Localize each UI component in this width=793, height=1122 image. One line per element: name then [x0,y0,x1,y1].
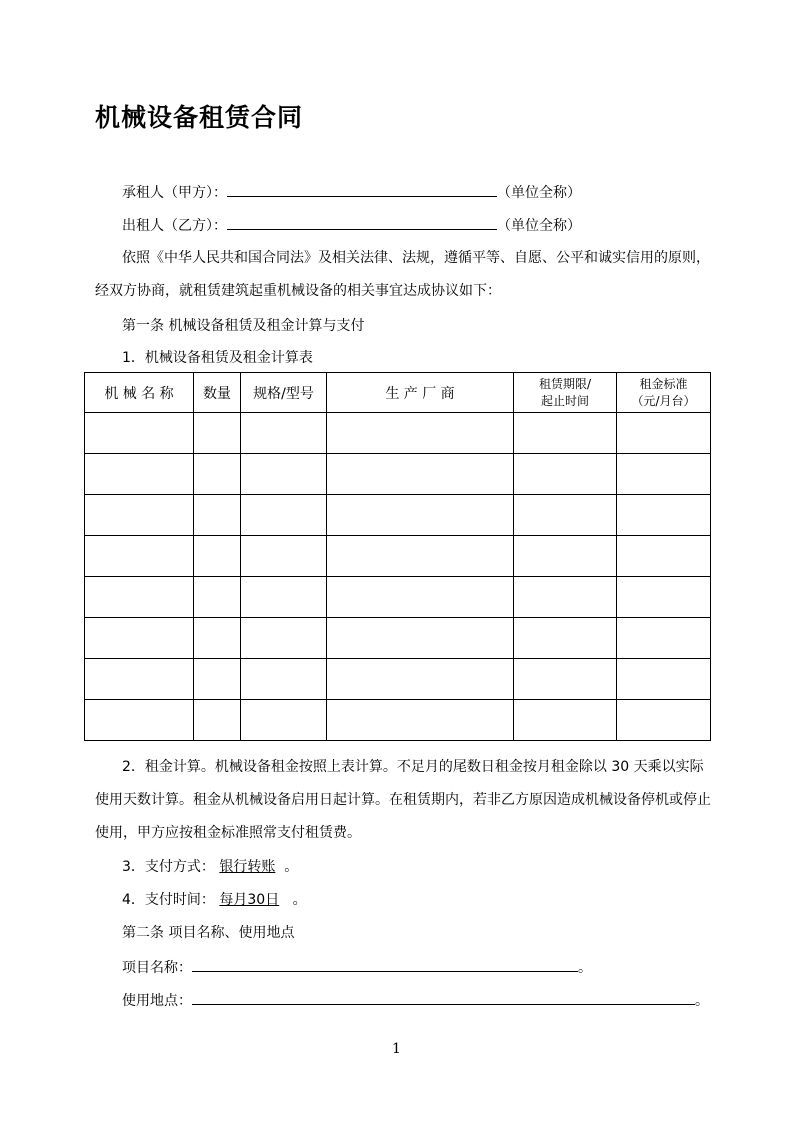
table-cell[interactable] [85,618,194,659]
document-title: 机械设备租赁合同 [95,103,304,132]
lessor-field[interactable] [227,215,497,230]
table-row [85,577,711,618]
table-row [85,454,711,495]
project-label: 项目名称： [122,960,192,976]
item3-line [122,857,298,877]
table-cell[interactable] [514,536,617,577]
table-cell[interactable] [327,413,514,454]
table-row [85,536,711,577]
table-cell[interactable] [514,577,617,618]
item4-label: 4．支付时间： [122,892,215,908]
table-cell[interactable] [327,700,514,741]
col-header-period-line2: 起止时间 [540,393,589,408]
project-line [122,957,592,978]
table-row [85,659,711,700]
table-cell[interactable] [194,577,241,618]
col-header-rate [617,373,711,413]
lessor-suffix: （单位全称） [497,218,581,234]
table-cell[interactable] [85,495,194,536]
table-cell[interactable] [194,618,241,659]
table-cell[interactable] [194,536,241,577]
table-cell[interactable] [327,536,514,577]
page-number: 1 [392,1041,401,1057]
table-cell[interactable] [194,495,241,536]
table-cell[interactable] [85,536,194,577]
table-cell[interactable] [514,618,617,659]
location-end: 。 [695,993,709,1009]
lease-table [84,372,711,741]
table-cell[interactable] [85,413,194,454]
table-cell[interactable] [327,618,514,659]
lessee-suffix: （单位全称） [497,185,581,201]
table-cell[interactable] [194,659,241,700]
table-cell[interactable] [241,700,327,741]
location-line [122,990,709,1011]
table-cell[interactable] [85,454,194,495]
intro-paragraph: 依照《中华人民共和国合同法》及相关法律、法规，遵循平等、自愿、公平和诚实信用的原则，经双方协商，就租赁建筑起重机械设备的相关事宜达成协议如下： [95,250,710,299]
item1-heading: 1．机械设备租赁及租金计算表 [122,350,313,366]
table-row [85,618,711,659]
table-cell[interactable] [241,659,327,700]
lessee-field[interactable] [227,182,497,197]
table-cell[interactable] [617,495,711,536]
project-field[interactable] [192,957,578,972]
table-cell[interactable] [194,413,241,454]
table-cell[interactable] [617,618,711,659]
table-cell[interactable] [85,700,194,741]
table-cell[interactable] [514,700,617,741]
table-cell[interactable] [194,700,241,741]
location-label: 使用地点： [122,993,192,1009]
table-cell[interactable] [241,577,327,618]
table-cell[interactable] [194,454,241,495]
col-header-maker: 生 产 厂 商 [327,373,514,413]
lessee-label: 承租人（甲方）： [122,185,227,201]
item4-line [122,890,307,910]
article1-heading: 第一条 机械设备租赁及租金计算与支付 [122,318,365,334]
table-cell[interactable] [327,495,514,536]
col-header-name: 机 械 名 称 [85,373,194,413]
table-cell[interactable] [241,454,327,495]
table-cell[interactable] [241,618,327,659]
table-cell[interactable] [514,659,617,700]
project-end: 。 [578,960,592,976]
item3-end: 。 [284,859,299,875]
col-header-spec: 规格/型号 [241,373,327,413]
table-cell[interactable] [85,577,194,618]
table-cell[interactable] [617,454,711,495]
table-cell[interactable] [514,454,617,495]
table-cell[interactable] [617,700,711,741]
table-cell[interactable] [327,659,514,700]
table-row [85,413,711,454]
table-row [85,700,711,741]
table-row [85,495,711,536]
payment-time-value[interactable]: 每月30日 [219,892,280,908]
article2-heading: 第二条 项目名称、使用地点 [122,925,295,941]
item3-label: 3．支付方式： [122,859,215,875]
col-header-rate-line1: 租金标准 [639,376,688,391]
table-cell[interactable] [617,577,711,618]
lessee-line [122,182,581,203]
table-cell[interactable] [514,495,617,536]
table-cell[interactable] [241,413,327,454]
col-header-period-line1: 租赁期限/ [538,376,592,391]
table-cell[interactable] [617,536,711,577]
payment-method-value[interactable]: 银行转账 [219,859,276,875]
table-cell[interactable] [241,536,327,577]
table-cell[interactable] [617,659,711,700]
table-cell[interactable] [241,495,327,536]
lessor-line [122,215,581,236]
item2-paragraph: 2．租金计算。机械设备租金按照上表计算。不足月的尾数日租金按月租金除以 30 天乘以实际使用天数计算。租金从机械设备启用日起计算。在租赁期内，若非乙方原因造成机械设备停机或停止使用，甲方应按租金标准照常支付租赁费。 [95,759,711,841]
table-header-row [85,373,711,413]
location-field[interactable] [192,990,695,1005]
table-cell[interactable] [327,454,514,495]
table-cell[interactable] [514,413,617,454]
lessor-label: 出租人（乙方）： [122,218,227,234]
table-cell[interactable] [85,659,194,700]
col-header-period [514,373,617,413]
item4-end: 。 [292,892,307,908]
table-cell[interactable] [327,577,514,618]
table-cell[interactable] [617,413,711,454]
col-header-rate-line2: （元/月台） [631,393,696,408]
col-header-qty: 数量 [194,373,241,413]
